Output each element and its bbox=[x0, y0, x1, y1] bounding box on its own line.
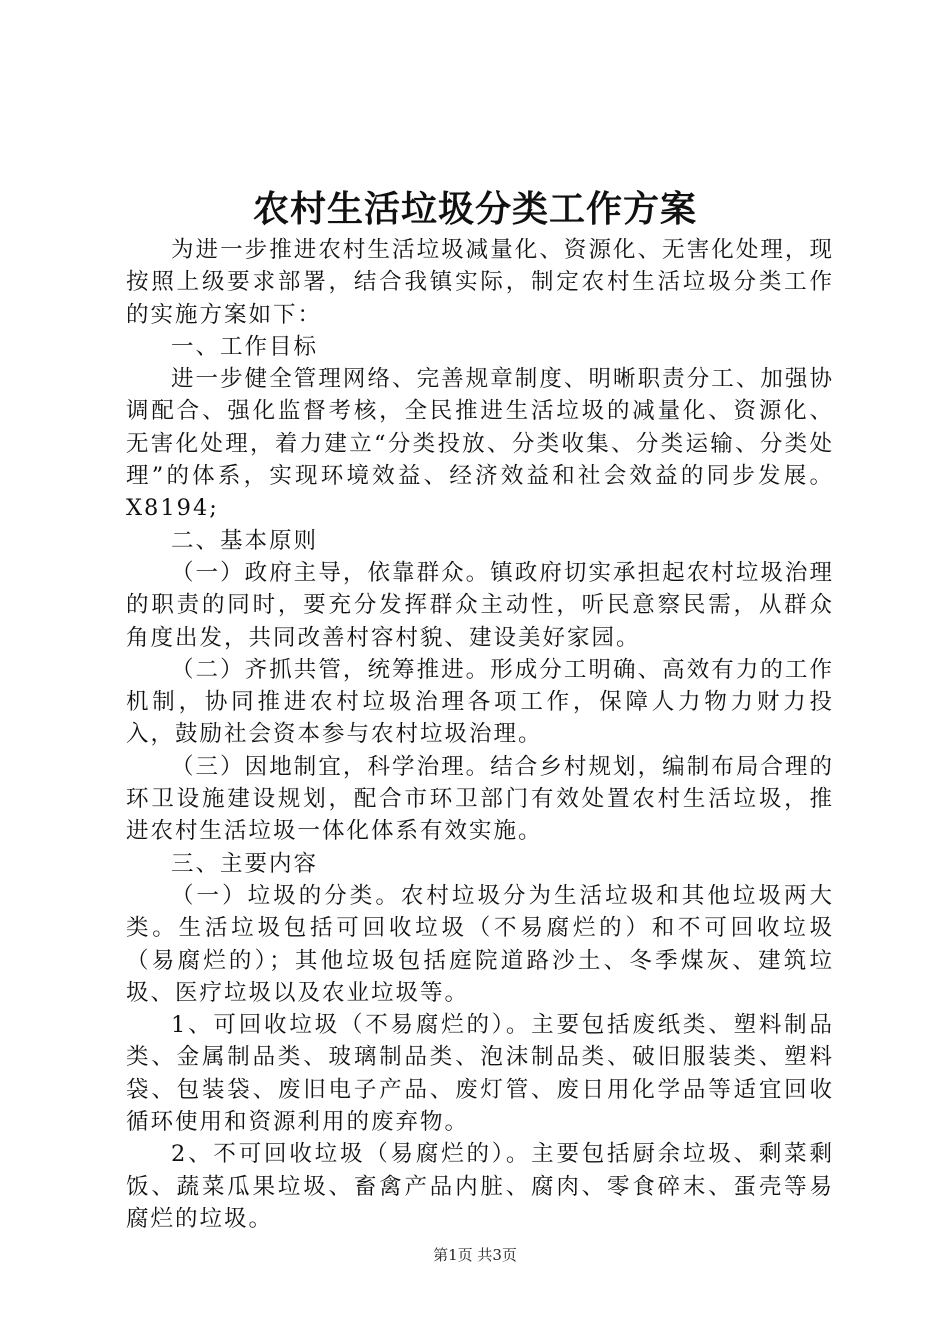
section-heading-principles: 二、基本原则 bbox=[171, 527, 319, 554]
goals-paragraph: 进一步健全管理网络、完善规章制度、明晰职责分工、加强协调配合、强化监督考核，全民推进生活垃圾的减量化、资源化、无害化处理，着力建立“分类投放、分类收集、分类运输、分类处理”的体系，实现环境效益、经济效益和社会效益的同步发展。X8194; bbox=[126, 366, 834, 522]
document-body bbox=[126, 234, 834, 1235]
principle-paragraph-2: （二）齐抓共管，统筹推进。形成分工明确、高效有力的工作机制，协同推进农村垃圾治理各项工作，保障人力物力财力投入，鼓励社会资本参与农村垃圾治理。 bbox=[126, 656, 834, 748]
intro-paragraph: 为进一步推进农村生活垃圾减量化、资源化、无害化处理，现按照上级要求部署，结合我镇实际，制定农村生活垃圾分类工作的实施方案如下： bbox=[126, 237, 834, 328]
content-item-recyclable: 1、可回收垃圾（不易腐烂的）。主要包括废纸类、塑料制品类、金属制品类、玻璃制品类、泡沫制品类、破旧服装类、塑料袋、包装袋、废旧电子产品、废灯管、废日用化学品等适宜回收循环使用和资源利用的废弃物。 bbox=[126, 1012, 834, 1136]
principle-paragraph-1: （一）政府主导，依靠群众。镇政府切实承担起农村垃圾治理的职责的同时，要充分发挥群众主动性，听民意察民需，从群众角度出发，共同改善村容村貌、建设美好家园。 bbox=[126, 559, 834, 651]
content-paragraph-1: （一）垃圾的分类。农村垃圾分为生活垃圾和其他垃圾两大类。生活垃圾包括可回收垃圾（不易腐烂的）和不可回收垃圾（易腐烂的）；其他垃圾包括庭院道路沙土、冬季煤灰、建筑垃圾、医疗垃圾以及农业垃圾等。 bbox=[126, 882, 834, 1006]
section-heading-goals: 一、工作目标 bbox=[171, 333, 319, 360]
page-footer: 第1页 共3页 bbox=[433, 1246, 517, 1264]
document-title: 农村生活垃圾分类工作方案 bbox=[252, 188, 697, 230]
section-heading-content: 三、主要内容 bbox=[171, 850, 319, 877]
content-item-nonrecyclable: 2、不可回收垃圾（易腐烂的）。主要包括厨余垃圾、剩菜剩饭、蔬菜瓜果垃圾、畜禽产品内脏、腐肉、零食碎末、蛋壳等易腐烂的垃圾。 bbox=[126, 1141, 834, 1232]
principle-paragraph-3: （三）因地制宜，科学治理。结合乡村规划，编制布局合理的环卫设施建设规划，配合市环卫部门有效处置农村生活垃圾，推进农村生活垃圾一体化体系有效实施。 bbox=[126, 753, 834, 845]
